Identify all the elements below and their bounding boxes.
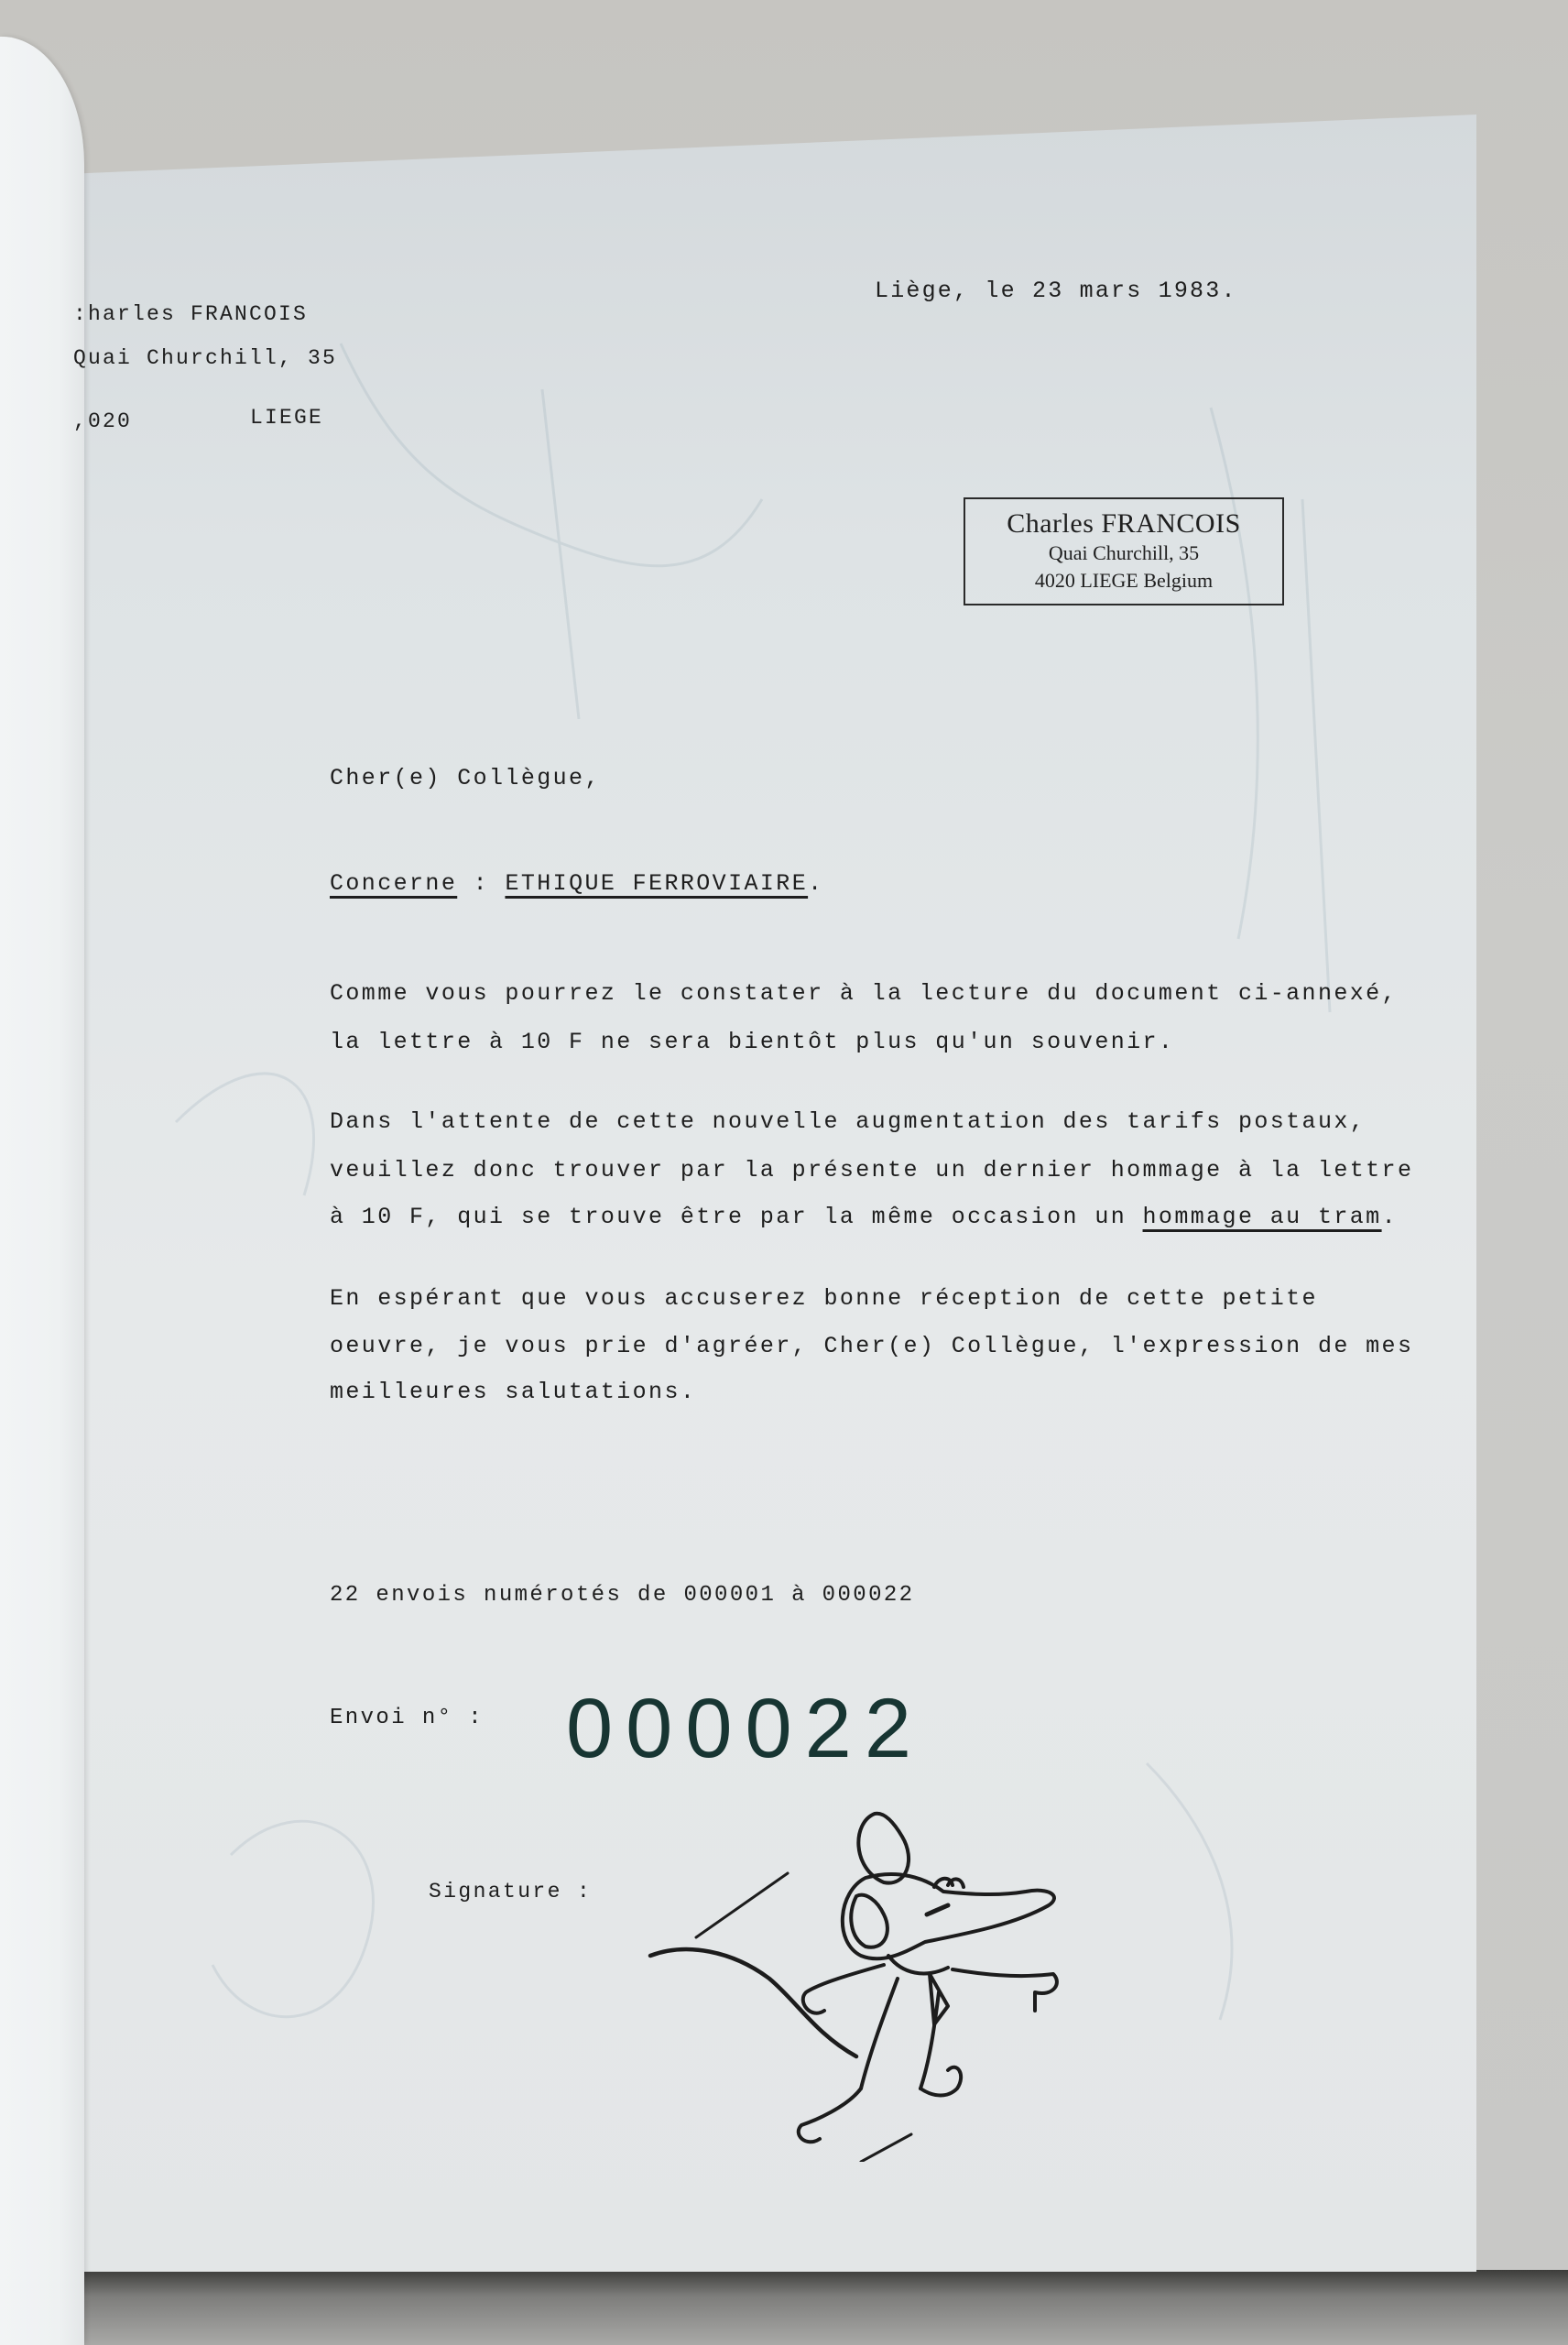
- signature-label: Signature :: [429, 1880, 593, 1903]
- envoi-label: Envoi n° :: [330, 1706, 485, 1730]
- mouse-cartoon-signature-icon: [632, 1795, 1127, 2162]
- stamp-name: Charles FRANCOIS: [1007, 508, 1241, 539]
- paragraph-line: meilleures salutations.: [330, 1379, 697, 1405]
- underlined-phrase: hommage au tram: [1142, 1204, 1382, 1230]
- sender-city: LIEGE: [250, 406, 324, 430]
- subject-value: ETHIQUE FERROVIAIRE: [505, 870, 809, 897]
- sender-street: Quai Churchill, 35: [73, 346, 338, 370]
- page-bottom-shadow: [64, 2270, 1568, 2345]
- paragraph-line: En espérant que vous accuserez bonne réception de cette petite: [330, 1285, 1318, 1312]
- paragraph-line: Dans l'attente de cette nouvelle augmentation des tarifs postaux,: [330, 1108, 1367, 1135]
- subject-end: .: [808, 870, 824, 897]
- paragraph-line: à 10 F, qui se trouve être par la même occasion un: [330, 1204, 1143, 1230]
- line-end: .: [1381, 1204, 1398, 1230]
- paragraph-line-with-underline: [330, 1204, 1398, 1230]
- paragraph-line: oeuvre, je vous prie d'agréer, Cher(e) Collègue, l'expression de mes: [330, 1333, 1414, 1359]
- adjacent-page-edge: [0, 37, 84, 2345]
- salutation: Cher(e) Collègue,: [330, 765, 601, 791]
- sender-name: :harles FRANCOIS: [73, 302, 309, 326]
- subject-line: [330, 870, 824, 897]
- envoi-number: 000022: [566, 1682, 924, 1775]
- edition-note: 22 envois numérotés de 000001 à 000022: [330, 1583, 915, 1608]
- paragraph-line: Comme vous pourrez le constater à la lecture du document ci-annexé,: [330, 980, 1398, 1007]
- sender-postcode: ,020: [73, 409, 133, 433]
- letter-date: Liège, le 23 mars 1983.: [875, 278, 1237, 304]
- paragraph-line: la lettre à 10 F ne sera bientôt plus qu'un souvenir.: [330, 1029, 1175, 1055]
- paragraph-line: veuillez donc trouver par la présente un dernier hommage à la lettre: [330, 1157, 1414, 1183]
- stamp-street: Quai Churchill, 35: [1048, 541, 1200, 564]
- stamp-city: 4020 LIEGE Belgium: [1034, 569, 1214, 592]
- subject-separator: :: [457, 870, 506, 897]
- subject-label: Concerne: [330, 870, 458, 897]
- address-stamp: [964, 497, 1284, 605]
